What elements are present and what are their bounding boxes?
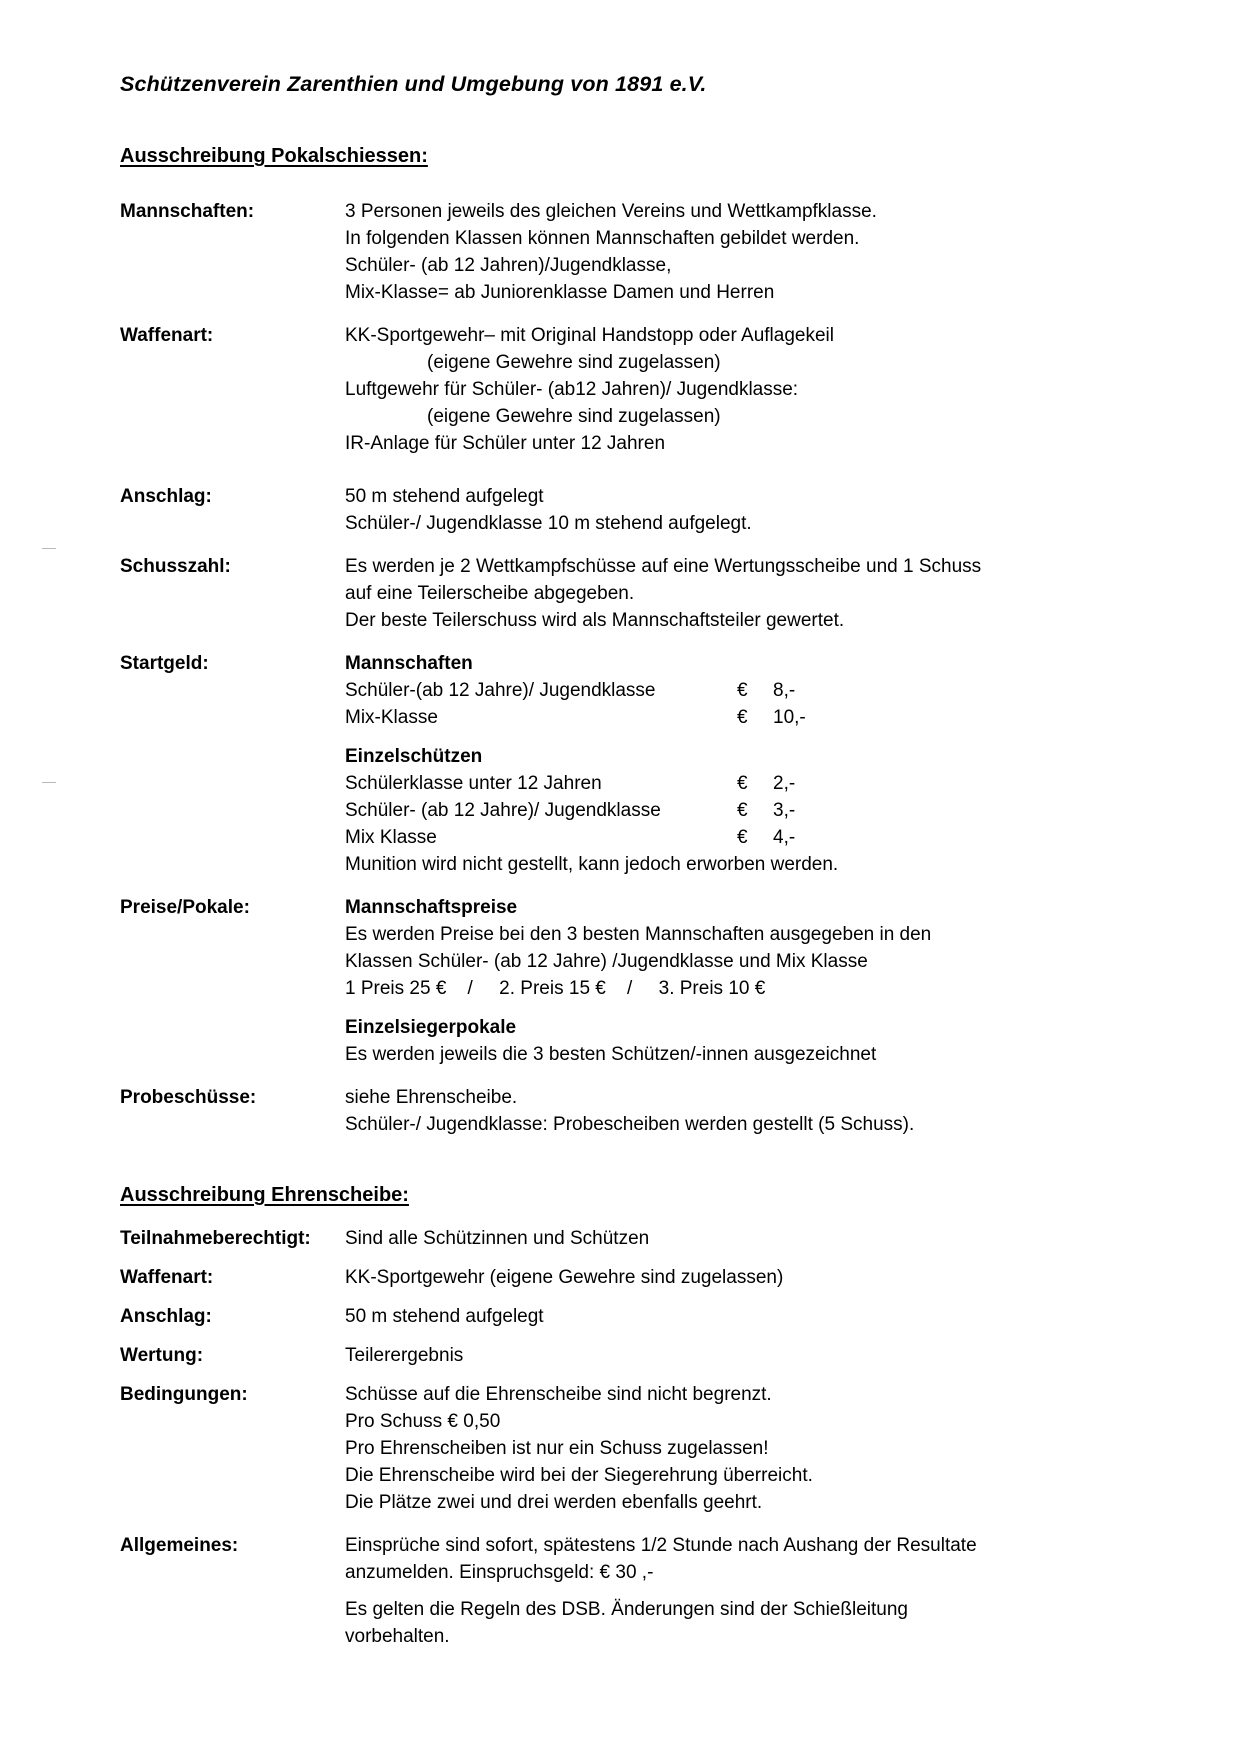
subheading-einzelschuetzen: Einzelschützen bbox=[345, 746, 483, 767]
row-label: Probeschüsse: bbox=[120, 1087, 257, 1108]
price-value: 2,- bbox=[773, 773, 796, 794]
text-line: 50 m stehend aufgelegt bbox=[345, 1306, 544, 1327]
row-wertung bbox=[120, 1342, 1120, 1369]
section-heading-ehrenscheibe: Ausschreibung Ehrenscheibe: bbox=[120, 1184, 409, 1206]
row-teilnahmeberechtigt bbox=[120, 1225, 1120, 1252]
text-line: Es werden je 2 Wettkampfschüsse auf eine Wertungsscheibe und 1 Schuss bbox=[345, 556, 982, 577]
row-label: Startgeld: bbox=[120, 653, 209, 674]
row-content bbox=[345, 1381, 1120, 1516]
spacer bbox=[120, 168, 1120, 198]
document-title: Schützenverein Zarenthien und Umgebung von 1891 e.V. bbox=[120, 72, 707, 96]
row-preise-pokale bbox=[120, 894, 1120, 1068]
text-line: Die Plätze zwei und drei werden ebenfalls geehrt. bbox=[345, 1492, 763, 1513]
row-label: Allgemeines: bbox=[120, 1535, 239, 1556]
spacer bbox=[120, 97, 1120, 145]
row-startgeld bbox=[120, 650, 1120, 878]
text-line: Es gelten die Regeln des DSB. Änderungen sind der Schießleitung bbox=[345, 1599, 908, 1620]
spacer bbox=[120, 473, 1120, 483]
subheading-einzelsiegerpokale: Einzelsiegerpokale bbox=[345, 1017, 517, 1038]
row-anschlag-ehrenscheibe bbox=[120, 1303, 1120, 1330]
row-probeschuesse bbox=[120, 1084, 1120, 1138]
row-allgemeines bbox=[120, 1532, 1120, 1650]
text-line: Schüsse auf die Ehrenscheibe sind nicht begrenzt. bbox=[345, 1384, 772, 1405]
row-content bbox=[345, 1264, 1120, 1291]
price-value: 4,- bbox=[773, 827, 796, 848]
price-row bbox=[345, 824, 1120, 851]
price-value: 10,- bbox=[773, 707, 806, 728]
text-line: Pro Ehrenscheiben ist nur ein Schuss zugelassen! bbox=[345, 1438, 769, 1459]
row-content bbox=[345, 1303, 1120, 1330]
price-row bbox=[345, 677, 1120, 704]
subheading-mannschaften: Mannschaften bbox=[345, 653, 473, 674]
row-content bbox=[345, 1532, 1120, 1650]
price-name: Schüler-(ab 12 Jahre)/ Jugendklasse bbox=[345, 680, 656, 701]
text-line: KK-Sportgewehr– mit Original Handstopp oder Auflagekeil bbox=[345, 325, 834, 346]
price-name: Schüler- (ab 12 Jahre)/ Jugendklasse bbox=[345, 800, 661, 821]
text-line: Teilerergebnis bbox=[345, 1345, 464, 1366]
text-line: Schüler- (ab 12 Jahren)/Jugendklasse, bbox=[345, 255, 672, 276]
row-bedingungen bbox=[120, 1381, 1120, 1516]
text-line: Klassen Schüler- (ab 12 Jahre) /Jugendklasse und Mix Klasse bbox=[345, 951, 868, 972]
row-waffenart-ehrenscheibe bbox=[120, 1264, 1120, 1291]
price-currency: € bbox=[737, 827, 748, 848]
row-label: Waffenart: bbox=[120, 1267, 214, 1288]
section-heading-pokalschiessen: Ausschreibung Pokalschiessen: bbox=[120, 145, 428, 167]
text-line: In folgenden Klassen können Mannschaften gebildet werden. bbox=[345, 228, 860, 249]
row-label: Anschlag: bbox=[120, 486, 212, 507]
margin-mark-2 bbox=[42, 782, 56, 783]
row-content bbox=[345, 650, 1120, 878]
row-label: Preise/Pokale: bbox=[120, 897, 250, 918]
text-line: Es werden Preise bei den 3 besten Mannschaften ausgegeben in den bbox=[345, 924, 932, 945]
spacer bbox=[345, 1586, 1120, 1596]
row-content bbox=[345, 483, 1120, 537]
text-line: Es werden jeweils die 3 besten Schützen/-innen ausgezeichnet bbox=[345, 1044, 877, 1065]
text-line: KK-Sportgewehr (eigene Gewehre sind zugelassen) bbox=[345, 1267, 784, 1288]
text-line: 3 Personen jeweils des gleichen Vereins und Wettkampfklasse. bbox=[345, 201, 877, 222]
text-line: IR-Anlage für Schüler unter 12 Jahren bbox=[345, 433, 666, 454]
row-label: Schusszahl: bbox=[120, 556, 231, 577]
subheading-mannschaftspreise: Mannschaftspreise bbox=[345, 897, 518, 918]
row-content bbox=[345, 1084, 1120, 1138]
row-label: Mannschaften: bbox=[120, 201, 255, 222]
price-currency: € bbox=[737, 680, 748, 701]
text-line: Pro Schuss € 0,50 bbox=[345, 1411, 501, 1432]
row-content bbox=[345, 553, 1120, 634]
row-schusszahl bbox=[120, 553, 1120, 634]
text-line: Schüler-/ Jugendklasse 10 m stehend aufgelegt. bbox=[345, 513, 752, 534]
text-line: siehe Ehrenscheibe. bbox=[345, 1087, 518, 1108]
text-line: anzumelden. Einspruchsgeld: € 30 ,- bbox=[345, 1562, 654, 1583]
price-currency: € bbox=[737, 707, 748, 728]
price-row bbox=[345, 704, 1120, 731]
row-mannschaften bbox=[120, 198, 1120, 306]
row-label: Wertung: bbox=[120, 1345, 204, 1366]
row-label: Bedingungen: bbox=[120, 1384, 248, 1405]
row-content bbox=[345, 322, 1120, 457]
row-waffenart bbox=[120, 322, 1120, 457]
row-label: Anschlag: bbox=[120, 1306, 212, 1327]
price-value: 8,- bbox=[773, 680, 796, 701]
row-anschlag bbox=[120, 483, 1120, 537]
price-name: Mix Klasse bbox=[345, 827, 437, 848]
price-value: 3,- bbox=[773, 800, 796, 821]
row-content bbox=[345, 198, 1120, 306]
margin-mark-1 bbox=[42, 548, 56, 549]
text-line: auf eine Teilerscheibe abgegeben. bbox=[345, 583, 635, 604]
text-line: (eigene Gewehre sind zugelassen) bbox=[427, 406, 721, 427]
text-line: Munition wird nicht gestellt, kann jedoch erworben werden. bbox=[345, 854, 839, 875]
text-line-prize-amounts: 1 Preis 25 € / 2. Preis 15 € / 3. Preis 10 € bbox=[345, 978, 766, 999]
price-currency: € bbox=[737, 773, 748, 794]
row-label: Teilnahmeberechtigt: bbox=[120, 1228, 311, 1249]
text-line: vorbehalten. bbox=[345, 1626, 450, 1647]
price-row bbox=[345, 797, 1120, 824]
price-name: Mix-Klasse bbox=[345, 707, 438, 728]
text-line: Schüler-/ Jugendklasse: Probescheiben werden gestellt (5 Schuss). bbox=[345, 1114, 915, 1135]
text-line: Sind alle Schützinnen und Schützen bbox=[345, 1228, 650, 1249]
row-label: Waffenart: bbox=[120, 325, 214, 346]
spacer bbox=[120, 1207, 1120, 1225]
row-content bbox=[345, 894, 1120, 1068]
text-line: Der beste Teilerschuss wird als Mannschaftsteiler gewertet. bbox=[345, 610, 845, 631]
text-line: Die Ehrenscheibe wird bei der Siegerehrung überreicht. bbox=[345, 1465, 813, 1486]
price-row bbox=[345, 770, 1120, 797]
row-content bbox=[345, 1342, 1120, 1369]
text-line: Luftgewehr für Schüler- (ab12 Jahren)/ Jugendklasse: bbox=[345, 379, 799, 400]
text-line: Einsprüche sind sofort, spätestens 1/2 Stunde nach Aushang der Resultate bbox=[345, 1535, 977, 1556]
price-name: Schülerklasse unter 12 Jahren bbox=[345, 773, 602, 794]
price-currency: € bbox=[737, 800, 748, 821]
text-line: Mix-Klasse= ab Juniorenklasse Damen und Herren bbox=[345, 282, 775, 303]
text-line: 50 m stehend aufgelegt bbox=[345, 486, 544, 507]
text-line: (eigene Gewehre sind zugelassen) bbox=[427, 352, 721, 373]
spacer bbox=[120, 1154, 1120, 1184]
row-content bbox=[345, 1225, 1120, 1252]
